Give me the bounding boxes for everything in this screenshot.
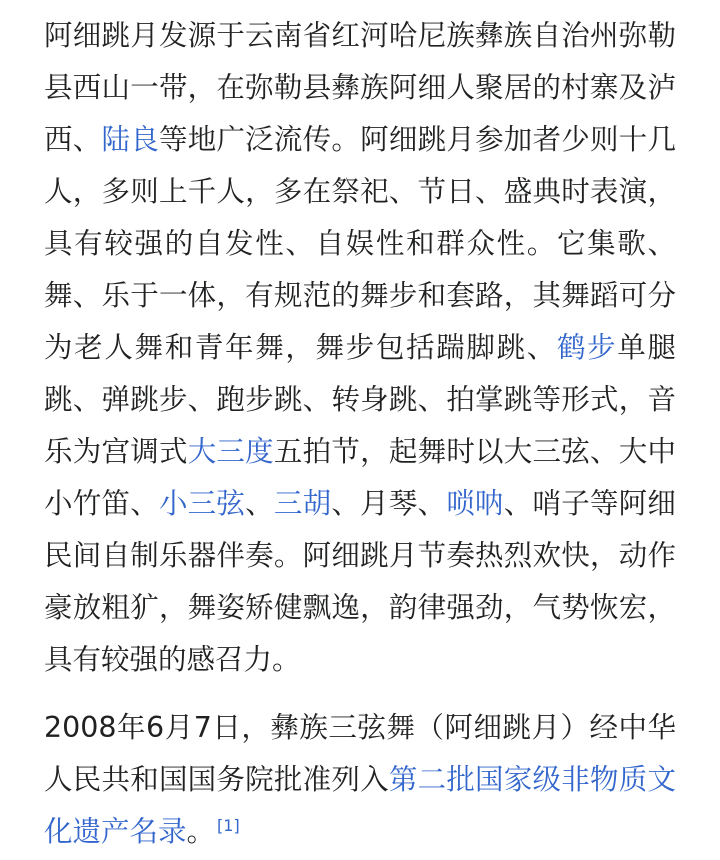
text-segment: 2008年6月7日，彝族三弦舞（阿细跳月）经中华人民共和国国务院批准列入 <box>44 711 676 796</box>
link-sanhu[interactable]: 三胡 <box>273 487 332 520</box>
link-hebu[interactable]: 鹤步 <box>556 331 618 364</box>
link-suona[interactable]: 唢呐 <box>446 487 504 520</box>
link-heritage-list[interactable]: 第二批国家级非物质文化遗产名录 <box>44 763 676 848</box>
paragraph-history <box>44 10 676 686</box>
link-dasandu[interactable]: 大三度 <box>187 435 274 468</box>
link-xiaosanxian[interactable]: 小三弦 <box>158 487 246 520</box>
link-luliang[interactable]: 陆良 <box>101 123 159 156</box>
reference-marker[interactable]: [1] <box>217 815 240 835</box>
text-segment: 五拍节，起舞时以大三弦、大中小竹笛、 <box>44 435 676 520</box>
text-segment: 阿细跳月发源于云南省红河哈尼族彝族自治州弥勒县西山一带，在弥勒县彝族阿细人聚居的村寨及泸西、 <box>44 19 676 156</box>
text-segment: 单腿跳、弹跳步、跑步跳、转身跳、拍掌跳等形式，音乐为宫调式 <box>44 331 676 468</box>
text-segment: 、 <box>245 487 274 520</box>
text-segment: 、月琴、 <box>331 487 447 520</box>
text-segment: 、哨子等阿细民间自制乐器伴奏。阿细跳月节奏热烈欢快，动作豪放粗犷，舞姿矫健飘逸，韵律强劲，气势恢宏，具有较强的感召力。 <box>44 487 676 676</box>
text-segment: 。 <box>186 815 216 848</box>
paragraph-heritage <box>44 702 676 858</box>
text-segment: 等地广泛流传。阿细跳月参加者少则十几人，多则上千人，多在祭祀、节日、盛典时表演，具有较强的自发性、自娱性和群众性。它集歌、舞、乐于一体，有规范的舞步和套路，其舞蹈可分为老人舞和青年舞，舞步包括踹脚跳、 <box>44 123 676 364</box>
